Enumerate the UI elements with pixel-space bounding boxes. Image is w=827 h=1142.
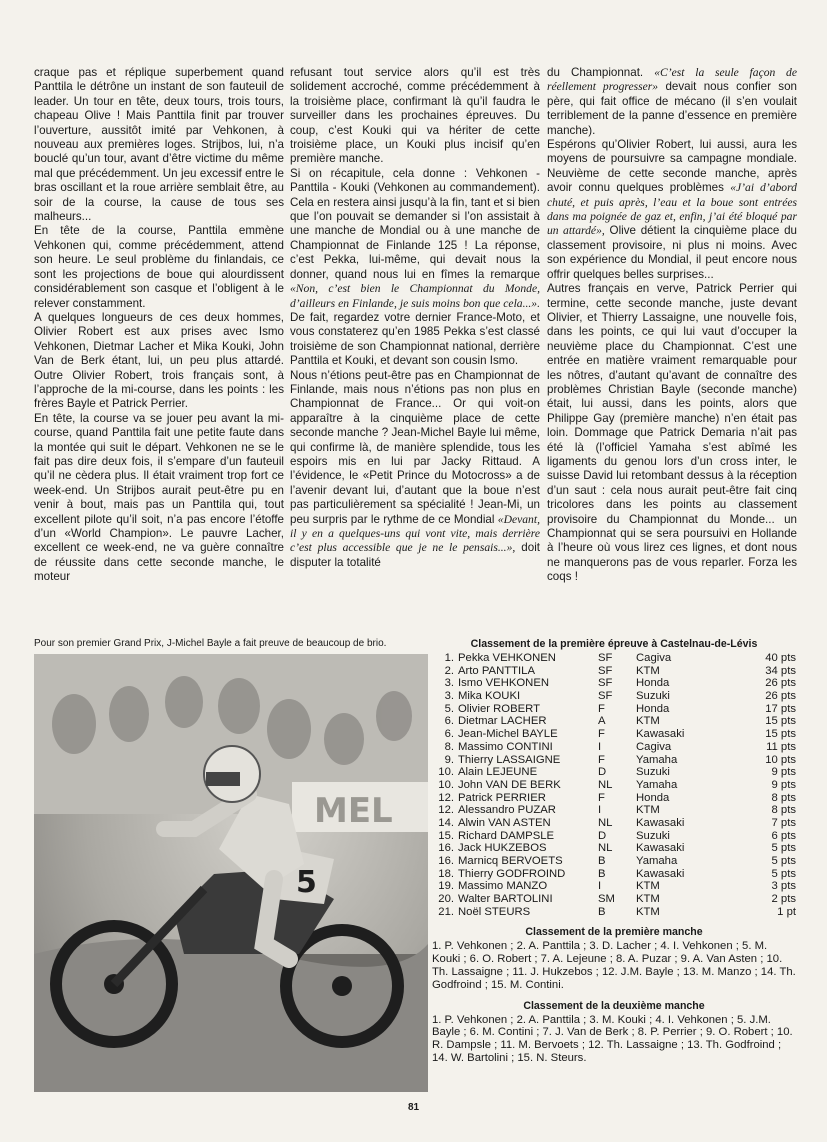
name-cell: Walter BARTOLINI <box>458 893 553 906</box>
article-paragraph: A quelques longueurs de ces deux hommes, Olivier Robert est aux prises avec Ismo Vehkonen, Dietmar Lacher et Mika Kouki, John Van de Berk étant, lui, un peu plus attardé. Outre Olivier Robert, trois français sont, à l’approche de la mi-course, dans les points : les frères Bayle et Patrick Perrier. <box>34 310 284 411</box>
rank-cell: 6. <box>444 715 454 728</box>
table-row <box>432 817 796 830</box>
manche2-results: 1. P. Vehkonen ; 2. A. Panttila ; 3. M. Kouki ; 4. I. Vehkonen ; 5. J.M. Bayle ; 6. M. Contini ; 7. J. Van de Berk ; 8. P. Perrier ; 9. O. Robert ; 10. R. Dampsle ; 11. M. Bervoets ; 12. Th. Lassaigne ; 13. Th. Godfroind ; 14. W. Bartolini ; 15. N. Steurs. <box>432 1013 793 1065</box>
name-cell: Pekka VEHKONEN <box>458 652 556 664</box>
article-column-1 <box>34 66 284 585</box>
name-cell: Massimo MANZO <box>458 880 548 893</box>
nationality-cell: NL <box>598 778 613 791</box>
brand-cell: Kawasaki <box>636 867 685 880</box>
brand-cell: Honda <box>636 791 670 804</box>
points-cell: 10 pts <box>765 753 796 766</box>
article-paragraph <box>547 66 797 138</box>
article-text: refusant tout service alors qu’il est très solidement accroché, comme précédemment à la troisième place, confirmant là qu’il faudra le surveiller dans les prochaines épreuves. Du coup, c’est Kouki qui va hériter de cette troisième place, un Kouki plus incisif qu’en première manche. <box>290 66 540 166</box>
article-paragraph: En tête, la course va se jouer peu avant la mi-course, quand Panttila fait une petite faute dans la montée qui suit le départ. Vehkonen ne se le fait pas dire deux fois, il s’empare d’un fauteuil qu’il ne cèdera plus. Il était vraiment trop fort ce week-end. Un Strijbos aurait peut-être pu en venir à bout, mais pas un Panttila qui, tout excellent pilote qu’il soit, n’a pas encore l’étoffe d’un «World Champion». Le pauvre Lacher, excellent ce week-end, ne va guère connaître de réussite dans cette seconde manche, le moteur <box>34 411 284 584</box>
points-cell: 8 pts <box>771 804 796 817</box>
nationality-cell: D <box>598 766 607 779</box>
motocross-rider-illustration <box>34 654 428 1092</box>
brand-cell: Yamaha <box>636 778 678 791</box>
nationality-cell: B <box>598 867 606 880</box>
article-paragraph <box>547 138 797 282</box>
article-paragraph: En tête de la course, Panttila emmène Vehkonen qui, comme précédemment, attend son heure. Le seul problème du finlandais, ce sont les projections de boue qui alourdissent considérablement son casque et l’obligent à le relever constamment. <box>34 224 284 310</box>
nationality-cell: B <box>598 855 606 867</box>
rank-cell: 3. <box>444 690 454 703</box>
rank-cell: 20. <box>438 893 454 906</box>
article-paragraph: Autres français en verve, Patrick Perrier qui termine, cette seconde manche, juste devant Olivier, et Thierry Lassaigne, une nouvelle fois, dans les points, ce qui lui vaut d’occuper la neuvième place du Championnat. C’est une entrée en matière vraiment remarquable pour les nôtres, d’autant qu’avant de connaître des problèmes Christian Bayle (seconde manche) était, lui aussi, dans les points, alors que Philippe Gay (première manche) n’en était pas loin. Dommage que Patrick Demaria n’ait pas été là (l’officiel Yamaha s’est abîmé les ligaments du genou lors d’un cross inter, le suisse David lui retombant dessus à la réception d’un saut : cela nous aurait peut-être fait cinq tricolores dans les points au classement provisoire du Championnat du Monde... un Championnat qui se sera poursuivi en Hollande à l’heure où vous lirez ces lignes, et dont nous ne manquerons pas de vous reparler. Forza les coqs ! <box>547 282 797 584</box>
brand-cell: KTM <box>636 893 660 906</box>
manche1-title: Classement de la première manche <box>525 926 703 939</box>
rank-cell: 12. <box>438 804 454 817</box>
rank-cell: 8. <box>444 740 454 753</box>
table-row <box>432 754 796 767</box>
nationality-cell: F <box>598 791 605 804</box>
results-panel <box>432 638 796 1065</box>
table-row <box>432 906 796 919</box>
table-row <box>432 766 796 779</box>
results-title: Classement de la première épreuve à Castelnau-de-Lévis <box>470 638 758 650</box>
article-paragraph <box>290 369 540 571</box>
points-cell: 5 pts <box>771 867 796 880</box>
points-cell: 40 pts <box>765 652 796 664</box>
motocross-photo <box>34 654 428 1092</box>
article-paragraph <box>290 66 540 167</box>
rank-cell: 21. <box>438 905 454 918</box>
rank-cell: 19. <box>438 880 454 893</box>
brand-cell: Suzuki <box>636 690 670 703</box>
rank-cell: 10. <box>438 766 454 779</box>
table-row <box>432 703 796 716</box>
rank-cell: 10. <box>438 778 454 791</box>
name-cell: Marnicq BERVOETS <box>458 855 563 867</box>
points-cell: 3 pts <box>771 880 796 893</box>
name-cell: Jean-Michel BAYLE <box>458 728 558 741</box>
nationality-cell: I <box>598 804 602 817</box>
table-row <box>432 855 796 868</box>
nationality-cell: NL <box>598 842 613 855</box>
article-quote: «Non, c’est bien le Championnat du Monde, d’ailleurs en Finlande, je suis moins bon que cela...». <box>290 282 540 310</box>
nationality-cell: F <box>598 753 605 766</box>
points-cell: 7 pts <box>771 816 796 829</box>
table-row <box>432 842 796 855</box>
table-row <box>432 690 796 703</box>
rank-cell: 14. <box>438 816 454 829</box>
points-cell: 5 pts <box>771 855 796 867</box>
table-row <box>432 830 796 843</box>
manche2-title: Classement de la deuxième manche <box>523 999 705 1012</box>
nationality-cell: SF <box>598 677 613 690</box>
article-text: Espérons qu’Olivier Robert, lui aussi, aura les moyens de poursuivre sa campagne mondiale. Neuvième de cette seconde manche, après avoir connu quelques problèmes <box>547 138 797 195</box>
nationality-cell: I <box>598 740 602 753</box>
brand-cell: Kawasaki <box>636 728 685 741</box>
name-cell: Mika KOUKI <box>458 690 521 703</box>
article-column-2 <box>290 66 540 570</box>
article-quote: «Devant, il y en a quelques-uns qui vont vite, mais derrière c’est plus accessible que je ne le pensais...», <box>290 512 540 555</box>
article-text: doit disputer la totalité <box>290 541 540 569</box>
table-row <box>432 665 796 678</box>
brand-cell: Yamaha <box>636 855 678 867</box>
rank-cell: 16. <box>438 855 454 867</box>
svg-text:MEL: MEL <box>314 791 393 831</box>
brand-cell: Cagiva <box>636 652 672 664</box>
brand-cell: Kawasaki <box>636 816 685 829</box>
rank-cell: 1. <box>444 652 454 664</box>
name-cell: Jack HUKZEBOS <box>458 842 547 855</box>
table-row <box>432 893 796 906</box>
points-cell: 15 pts <box>765 715 796 728</box>
points-cell: 26 pts <box>765 677 796 690</box>
table-row <box>432 677 796 690</box>
name-cell: Richard DAMPSLE <box>458 829 555 842</box>
points-cell: 9 pts <box>771 778 796 791</box>
brand-cell: Honda <box>636 677 670 690</box>
rank-cell: 5. <box>444 702 454 715</box>
nationality-cell: NL <box>598 816 613 829</box>
rank-cell: 12. <box>438 791 454 804</box>
points-cell: 1 pt <box>777 905 796 918</box>
brand-cell: KTM <box>636 715 660 728</box>
table-row <box>432 868 796 881</box>
photo-caption: Pour son premier Grand Prix, J-Michel Bayle a fait preuve de beaucoup de brio. <box>34 638 387 649</box>
points-cell: 5 pts <box>771 842 796 855</box>
name-cell: Alessandro PUZAR <box>458 804 556 817</box>
name-cell: Alain LEJEUNE <box>458 766 538 779</box>
article-text: devait nous confier son père, qui fait office de mécano (il s’en voulait terriblement de la panne d’essence en première manche). <box>547 80 797 137</box>
nationality-cell: F <box>598 702 605 715</box>
manche1-results: 1. P. Vehkonen ; 2. A. Panttila ; 3. D. Lacher ; 4. I. Vehkonen ; 5. M. Kouki ; 6. O. Robert ; 7. A. Lejeune ; 8. A. Puzar ; 9. A. Van Asten ; 10. Th. Lassaigne ; 11. J. Hukzebos ; 12. J.M. Bayle ; 13. M. Manzo ; 14. Th. Godfroind ; 15. M. Contini. <box>432 940 796 991</box>
article-text: Si on récapitule, cela donne : Vehkonen - Panttila - Kouki (Vehkonen au commandement). Cela en restera ainsi jusqu’à la fin, tant et si bien que l’on pouvait se demander si l’on assistait à une manche de Mondial ou à une manche de Championnat de Finlande 125 ! La réponse, c’est Pekka, lui-même, qui devait nous la donner, quand nous lui en fîmes la remarque <box>290 166 540 281</box>
points-cell: 34 pts <box>765 664 796 677</box>
points-cell: 11 pts <box>766 740 796 753</box>
table-row <box>432 741 796 754</box>
brand-cell: Suzuki <box>636 766 670 779</box>
name-cell: Ismo VEHKONEN <box>458 677 550 690</box>
rank-cell: 9. <box>444 753 454 766</box>
brand-cell: Honda <box>636 702 670 715</box>
table-row <box>432 728 796 741</box>
nationality-cell: SF <box>598 652 613 664</box>
name-cell: Alwin VAN ASTEN <box>458 816 551 829</box>
table-row <box>432 652 796 665</box>
brand-cell: Cagiva <box>636 740 672 753</box>
article-text: Olive détient la cinquième place du classement provisoire, ni plus ni moins. Avec son expérience du Mondial, il peut encore nous offrir quelques belles surprises... <box>547 224 798 281</box>
article-text: Nous n’étions peut-être pas en Championnat de Finlande, mais nous n’étions pas non plus en Championnat de France... Or qui voit-on apparaître à la cinquième place de cette seconde manche ? Jean-Michel Bayle lui même, qui confirme là, de manière splendide, tous les espoirs mis en lui par Jacky Rittaud. A l’évidence, le «Petit Prince du Motocross» a de l’avenir devant lui, d’autant que la boue n’est pas particulièrement sa spécialité ! Jean-Mi, un peu surpris par le rythme de ce Mondial <box>290 368 540 526</box>
brand-cell: KTM <box>636 880 660 893</box>
article-text: du Championnat. <box>547 66 644 79</box>
brand-cell: Kawasaki <box>636 842 685 855</box>
points-cell: 15 pts <box>765 728 796 741</box>
nationality-cell: SF <box>598 690 613 703</box>
table-row <box>432 792 796 805</box>
points-cell: 17 pts <box>765 702 796 715</box>
brand-cell: Suzuki <box>636 829 670 842</box>
name-cell: John VAN DE BERK <box>458 778 561 791</box>
article-paragraph: craque pas et réplique superbement quand Panttila le détrône un instant de son fauteuil de leader. Un tour en tête, deux tours, trois tours, chapeau Olive ! Mais Panttila finit par trouver l’ouverture, aussitôt imité par Vehkonen, à nouveau aux premières loges. Strijbos, lui, n’a bouclé qu’un tour, avant d’être victime du même mal que précédemment. Un jeu excessif entre le bras oscillant et la roue arrière semblait être, au soir de la course, la cause de tous ses malheurs... <box>34 66 284 224</box>
results-table <box>432 652 796 918</box>
rank-cell: 15. <box>438 829 454 842</box>
brand-cell: KTM <box>636 804 660 817</box>
article-quote: «J’ai d’abord chuté, et puis après, l’eau et la boue sont entrées dans ma poignée de gaz et, enfin, j’ai été bloqué par un attardé», <box>547 181 797 238</box>
article-column-3 <box>547 66 797 585</box>
points-cell: 6 pts <box>771 829 796 842</box>
rank-cell: 16. <box>438 842 454 855</box>
points-cell: 26 pts <box>765 690 796 703</box>
page-number: 81 <box>407 1102 420 1113</box>
points-cell: 9 pts <box>771 766 796 779</box>
name-cell: Massimo CONTINI <box>458 740 553 753</box>
bike-number-plate: 5 <box>296 865 317 900</box>
rank-cell: 2. <box>444 664 454 677</box>
name-cell: Thierry GODFROIND <box>458 867 566 880</box>
name-cell: Noël STEURS <box>458 905 531 918</box>
rank-cell: 6. <box>444 728 454 741</box>
nationality-cell: SM <box>598 893 615 906</box>
points-cell: 2 pts <box>771 893 796 906</box>
rank-cell: 3. <box>444 677 454 690</box>
table-row <box>432 715 796 728</box>
article-quote: «C’est la seule façon de réellement progresser» <box>547 66 797 94</box>
brand-cell: KTM <box>636 664 660 677</box>
name-cell: Thierry LASSAIGNE <box>458 753 561 766</box>
name-cell: Patrick PERRIER <box>458 791 546 804</box>
nationality-cell: B <box>598 905 606 918</box>
rank-cell: 18. <box>438 867 454 880</box>
nationality-cell: D <box>598 829 607 842</box>
table-row <box>432 804 796 817</box>
article-text: De fait, regardez votre dernier France-Moto, et vous constaterez qu’en 1985 Pekka s’est classé troisième de son Championnat national, derrière Panttila et Kouki, et devant son cousin Ismo. <box>290 310 540 368</box>
name-cell: Dietmar LACHER <box>458 715 547 728</box>
name-cell: Arto PANTTILA <box>458 664 536 677</box>
table-row <box>432 779 796 792</box>
nationality-cell: SF <box>598 664 613 677</box>
nationality-cell: A <box>598 715 606 728</box>
nationality-cell: F <box>598 728 605 741</box>
brand-cell: KTM <box>636 905 660 918</box>
brand-cell: Yamaha <box>636 753 678 766</box>
article-paragraph <box>290 167 540 369</box>
table-row <box>432 880 796 893</box>
nationality-cell: I <box>598 880 602 893</box>
points-cell: 8 pts <box>771 791 796 804</box>
name-cell: Olivier ROBERT <box>458 702 541 715</box>
